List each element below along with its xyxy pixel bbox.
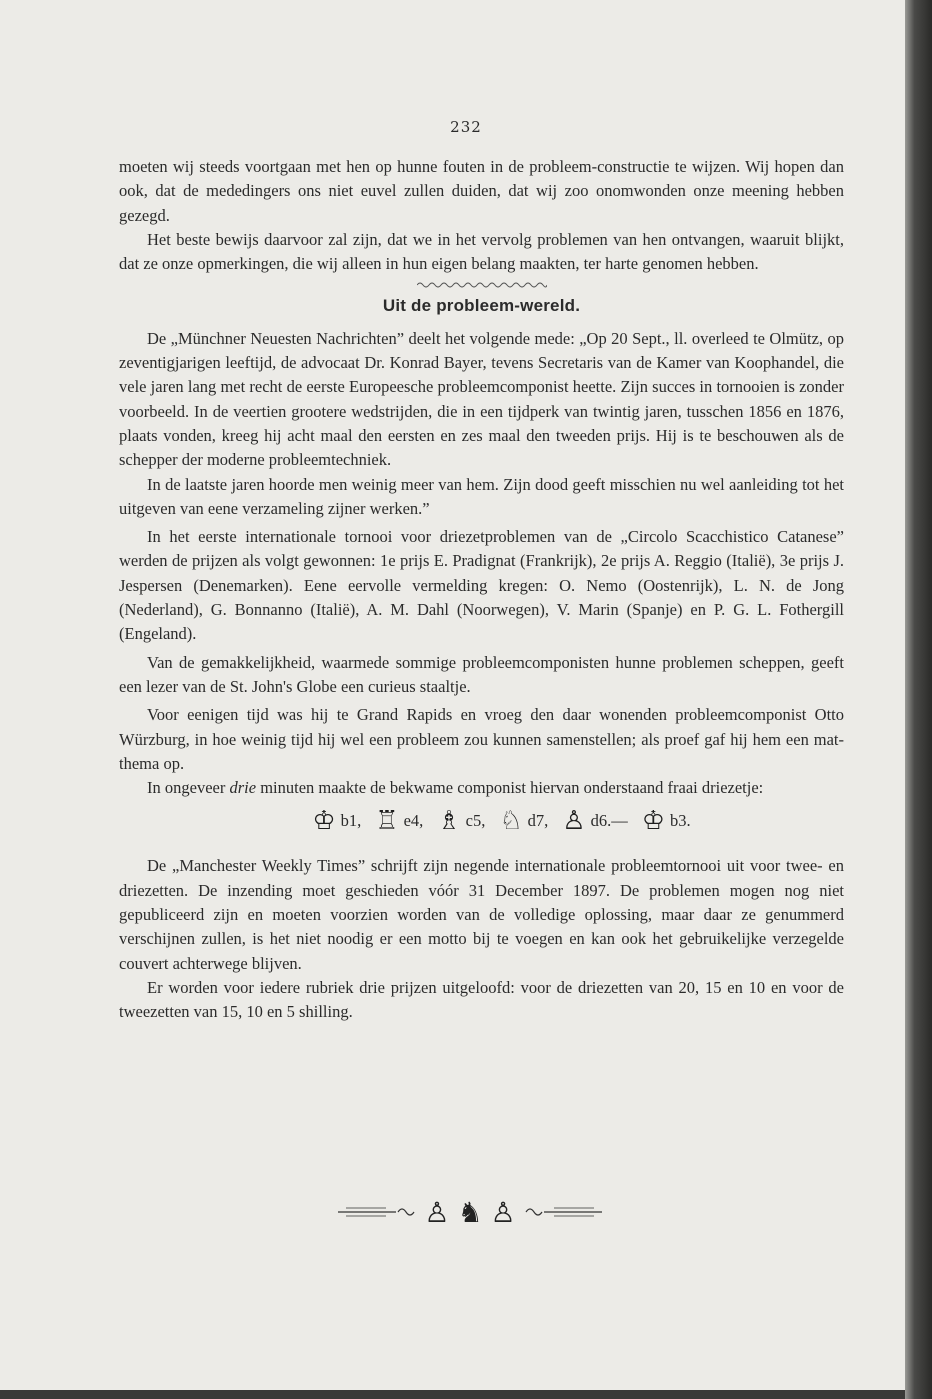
- white-pawn-icon: ♙: [562, 806, 586, 837]
- position-white-knight: [499, 806, 549, 837]
- paragraph: In de laatste jaren hoorde men weinig meer van hem. Zijn dood geeft misschien nu wel aanleiding tot het uitgeven van eene verzameling zijner werken.”: [119, 474, 844, 518]
- paragraph-drie: [119, 776, 844, 800]
- pawn-icon: ♙: [490, 1195, 516, 1229]
- position-white-rook: [375, 806, 424, 837]
- square: b1,: [340, 811, 362, 831]
- drie-after: minuten maakte de bekwame componist hiervan onderstaand fraai driezetje:: [256, 778, 764, 798]
- section-heading: Uit de probleem-wereld.: [382, 296, 581, 316]
- knight-icon: ♞: [457, 1195, 483, 1229]
- position-white-pawn: [562, 806, 628, 837]
- page-number: 232: [450, 118, 482, 136]
- square: e4,: [403, 811, 424, 831]
- position-white-king: [312, 806, 362, 837]
- drie-before: In ongeveer: [147, 778, 230, 798]
- drie-italic: drie: [229, 778, 257, 798]
- problem-position: [159, 806, 844, 837]
- square: d6.—: [590, 811, 628, 831]
- paragraph: moeten wij steeds voortgaan met hen op hunne fouten in de probleem-constructie te wijzen. Wij hopen dan ook, dat de mededingers ons niet euvel zullen duiden, dat wij zoo onomwonden onze meening hebben gezegd.: [119, 157, 844, 225]
- page-body: [119, 155, 844, 1025]
- pawn-icon: ♙: [424, 1195, 450, 1229]
- paragraph: Voor eenigen tijd was hij te Grand Rapids en vroeg den daar wonenden probleemcomponist Otto Würzburg, in hoe weinig tijd hij wel een probleem zou kunnen samenstellen; als proef gaf hij hem een mat-thema op.: [119, 705, 844, 773]
- square: d7,: [527, 811, 549, 831]
- paragraph: Van de gemakkelijkheid, waarmede sommige probleemcomponisten hunne problemen scheppen, geeft een lezer van de St. John's Globe een curieus staaltje.: [119, 652, 844, 696]
- paragraph: Het beste bewijs daarvoor zal zijn, dat we in het vervolg problemen van hen ontvangen, waaruit blijkt, dat ze onze opmerkingen, die wij alleen in hun eigen belang maakten, ter harte genomen hebben.: [119, 229, 844, 274]
- position-white-bishop: [437, 806, 486, 837]
- white-king-icon: ♔: [312, 806, 336, 837]
- square: c5,: [465, 811, 486, 831]
- paragraph: De „Münchner Neuesten Nachrichten” deelt het volgende mede: „Op 20 Sept., ll. overleed te Olmütz, op zeventigjarigen leeftijd, de advocaat Dr. Konrad Bayer, tevens Secretaris van de Kamer van Koophandel, die vele jaren lang met recht de eerste Europeesche probleemcomponist heette. Zijn succes in tornooien is zonder voorbeeld. In de veertien grootere wedstrijden, die in een tijdperk van twintig jaren, tusschen 1856 en 1876, plaats vonden, kreeg hij acht maal den eersten en zes maal den tweeden prijs. Hij is te beschouwen als de schepper der moderne probleemtechniek.: [119, 328, 844, 470]
- black-king-icon: ♔: [641, 806, 666, 837]
- paragraph: De „Manchester Weekly Times” schrijft zijn negende internationale probleemtornooi uit voor twee- en driezetten. De inzending moet geschieden vóór 31 December 1897. De problemen mogen nog niet gepubliceerd zijn en moeten voorzien worden van de volledige oplossing, maar daar ze genummerd verschijnen zullen, is het niet noodig er een motto bij te voegen en kan ook het gebruikelijke verzegelde couvert achterwege blijven.: [119, 856, 844, 973]
- square: b3.: [670, 811, 691, 831]
- position-black-king: [641, 806, 691, 837]
- white-knight-icon: ♘: [499, 806, 523, 837]
- wavy-divider: [417, 280, 547, 290]
- white-rook-icon: ♖: [375, 806, 399, 837]
- right-flourish-icon: [524, 1204, 604, 1220]
- book-edge: [905, 0, 932, 1399]
- closing-ornament: [330, 1192, 610, 1232]
- paragraph: Er worden voor iedere rubriek drie prijzen uitgeloofd: voor de driezetten van 20, 15 en 10 en voor de tweezetten van 15, 10 en 5 shilling.: [119, 977, 844, 1022]
- white-bishop-icon: ♗: [437, 806, 461, 837]
- paragraph: In het eerste internationale tornooi voor driezetproblemen van de „Circolo Scacchistico Catanese” werden de prijzen als volgt gewonnen: 1e prijs E. Pradignat (Frankrijk), 2e prijs A. Reggio (Italië), 3e prijs J. Jespersen (Denemarken). Eene eervolle vermelding kregen: O. Nemo (Oostenrijk), L. N. de Jong (Nederland), G. Bonnanno (Italië), A. M. Dahl (Noorwegen), V. Marin (Spanje) en P. G. L. Fothergill (Engeland).: [119, 527, 844, 644]
- left-flourish-icon: [336, 1204, 416, 1220]
